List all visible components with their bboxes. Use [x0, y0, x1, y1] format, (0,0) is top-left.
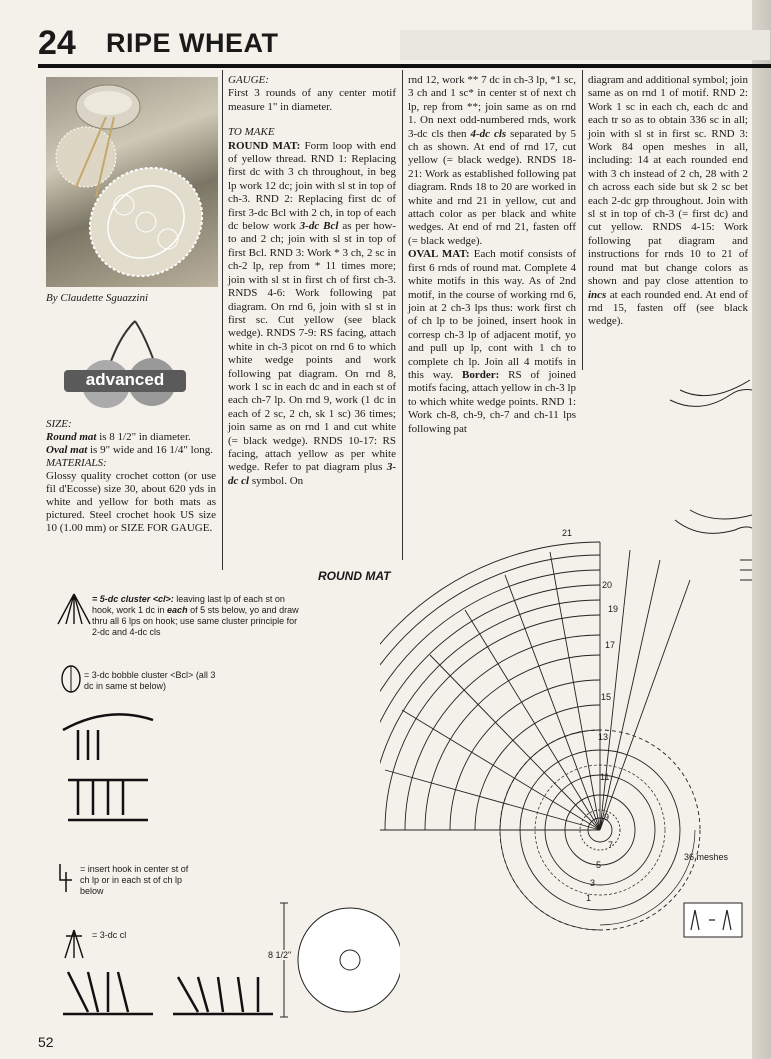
project-photo	[46, 77, 218, 287]
instruction-emphasis: 3-dc cl	[228, 461, 396, 487]
instruction-emphasis: 3-dc Bcl	[299, 220, 339, 233]
insert-hook-icon	[56, 862, 76, 894]
designer-byline: By Claudette Sguazzini	[46, 292, 149, 304]
round-label: 3	[590, 878, 596, 888]
bobble-stitch-illustration	[58, 710, 158, 840]
instruction-text: separated by 5 ch as shown. At end of rnd 17, cut yellow (= black wedge). RNDS 18-21: Work as established following pat diagram. Rnds 18 to 20 are worked in white and rnd 21 in yellow, cut and attach color as per black and white wedges. At end of rnd 21, fasten off (= black wedge).	[408, 127, 577, 247]
legend-three-dc-cluster: = 3-dc cl	[92, 930, 127, 940]
diagram-title: ROUND MAT	[318, 569, 391, 583]
size-reference-label: 8 1/2"	[268, 950, 292, 960]
round-label: 17	[605, 640, 616, 650]
round-label: 9	[604, 812, 610, 822]
oval-mat-continued	[588, 74, 748, 329]
instruction-text: Each motif consists of first 6 rnds of round mat. Complete 4 white motifs in this way. As of 2nd motif, in the course of working rnd 6, join at 2 ch-3 lps thus: work first ch of ch lp to be joined, insert hook in corresp ch-3 lp of adjacent motif, yo and pull up lp, cont with 1 ch to complete ch lp. Join all 4 motifs in this way.	[408, 248, 576, 381]
round-label: 15	[601, 692, 612, 702]
instruction-emphasis: incs	[588, 288, 607, 301]
pattern-number: 24	[38, 24, 76, 62]
round-label: 11	[600, 772, 610, 782]
legend-five-dc-cluster	[92, 594, 302, 638]
round-mat-instructions	[228, 140, 396, 489]
instruction-emphasis: 4-dc cls	[470, 127, 507, 140]
size-reference-ring	[270, 895, 400, 1025]
header-rule	[38, 64, 771, 68]
increase-symbol-box	[683, 902, 743, 938]
round-label: 13	[598, 732, 609, 742]
round-mat-stitch-diagram	[380, 530, 752, 1030]
materials-text: Glossy quality crochet cotton (or use fil d'Ecosse) size 30, about 620 yds in white and yellow for both mats as pictured. Steel crochet hook US size 10 (1.00 mm) or SIZE FOR GAUGE.	[46, 470, 216, 534]
doily-photo-illustration	[46, 77, 218, 287]
page-number: 52	[38, 1034, 54, 1050]
oval-mat-size: is 9" wide and 16 1/4" long.	[87, 444, 213, 456]
pattern-title: RIPE WHEAT	[106, 28, 279, 58]
legend-term: = 5-dc cluster <cl>:	[92, 594, 174, 604]
instruction-text: rnd 12, work ** 7 dc in ch-3 lp, *1 sc, 3 ch and 1 sc* in center st of next ch lp, rep from **; join same as on rnd 1. On next odd-numbered rnds, work 3-dc cls then	[408, 74, 576, 140]
materials-heading: MATERIALS:	[46, 457, 107, 469]
round-mat-label: Round mat	[46, 431, 97, 443]
badge-label: advanced	[85, 370, 165, 389]
instructions-column-3	[588, 74, 748, 329]
oval-mat-instructions	[408, 248, 576, 436]
legend-text: leaving last lp of each st on hook, work 1 dc in	[92, 594, 285, 615]
border-heading: Border:	[462, 368, 500, 381]
column-divider	[402, 70, 403, 560]
column-divider	[222, 70, 223, 570]
five-dc-cluster-icon	[56, 592, 92, 626]
gauge-text: First 3 rounds of any center motif measure 1" in diameter.	[228, 87, 396, 113]
round-label: 19	[608, 604, 619, 614]
column-divider	[582, 70, 583, 370]
round-mat-continued	[408, 74, 576, 248]
instruction-text: RS of joined motifs facing, attach yellow in ch-3 lp to which white wedge points. RND 1: Work ch-8, ch-9, ch-7 and ch-11 lps following pat	[408, 368, 576, 435]
legend-emphasis: each	[167, 605, 188, 615]
legend-text: of 5 sts below, yo and draw thru all 6 lps on hook; use same cluster principle for 2-dc and 4-dc cls	[92, 605, 299, 637]
instruction-text: diagram and additional symbol; join same as on rnd 1 of motif. RND 2: Work 1 sc in each ch, each dc and each tr so as to obtain 336 sc in all; join with sl st in first sc. RND 3: Work 84 open meshes in all, including: 14 at each rounded end with 3 ch instead of 2 ch, 28 with 2 ch across each side but sk 2 sc bet each 2-dc grp throughout. Join with sl st in top of ch-3 (= first dc) and cut yellow. RNDS 4-15: Work following pat diagram and instructions for rnds 10 to 21 of round mat but change colors as shown and pay close attention to	[588, 74, 748, 288]
instruction-text: symbol. On	[249, 474, 304, 487]
legend-bobble-cluster: = 3-dc bobble cluster <Bcl> (all 3 dc in same st below)	[84, 670, 216, 691]
cluster-stitch-illustration	[58, 962, 278, 1022]
cherries-icon	[60, 316, 190, 411]
three-dc-cluster-icon	[62, 928, 86, 960]
legend-insert-hook: = insert hook in center st of ch lp or in each st of ch lp below	[80, 864, 189, 896]
gauge-heading: GAUGE:	[228, 74, 269, 86]
round-mat-size: is 8 1/2" in diameter.	[96, 431, 191, 443]
to-make-heading: TO MAKE	[228, 126, 275, 139]
round-label: 5	[596, 860, 602, 870]
oval-mat-heading: OVAL MAT:	[408, 248, 470, 261]
page-header	[38, 24, 771, 64]
oval-mat-label: Oval mat	[46, 444, 88, 456]
meshes-label: 36 meshes	[684, 852, 729, 862]
round-label: 7	[608, 840, 614, 850]
instructions-column-2	[408, 74, 576, 436]
instructions-column-1	[228, 74, 396, 488]
instruction-text: at each rounded end. At end of rnd 15, fasten off (see black wedge).	[588, 288, 748, 328]
size-heading: SIZE:	[46, 418, 72, 430]
round-label: 20	[602, 580, 613, 590]
round-label: 1	[586, 893, 592, 903]
instruction-text: Form loop with end of yellow thread. RND 1: Replacing first dc with 3 ch throughout, in beg lp work 12 dc; join with sl st in top of ch-3. RND 2: Replacing first dc of first 3-dc Bcl with 2 ch, in top of each dc below work	[228, 139, 396, 233]
size-section	[46, 418, 216, 535]
instruction-text: as per how-to and 2 ch; join with sl st in top of first Bcl. RND 3: Work * 3 ch, 2 sc in ch-2 lp, rep from * 11 times more; join with sl st in first ch of first ch-3. RNDS 4-6: Work following pat diagram. On rnd 6, join with sl st in first sc. Cut yellow (see black wedge). RNDS 7-9: RS facing, attach white in ch-3 picot on rnd 6 to which white wedge points and work following pat diagram. On rnd 8, work 1 sc in each dc and in each st of each ch-7 lp. On rnd 9, work (1 dc in each of 2 sc, 2 ch, sk 1 sc) 36 times; join same as on rnd 1 and cut white (= black wedge). RNDS 10-17: RS facing, attach yellow as per white wedge. Refer to pat diagram plus	[228, 220, 396, 474]
round-label: 21	[562, 528, 573, 538]
round-mat-heading: ROUND MAT:	[228, 139, 301, 152]
difficulty-badge	[60, 316, 190, 411]
bobble-cluster-icon	[60, 664, 82, 694]
page-edge	[752, 0, 771, 1059]
